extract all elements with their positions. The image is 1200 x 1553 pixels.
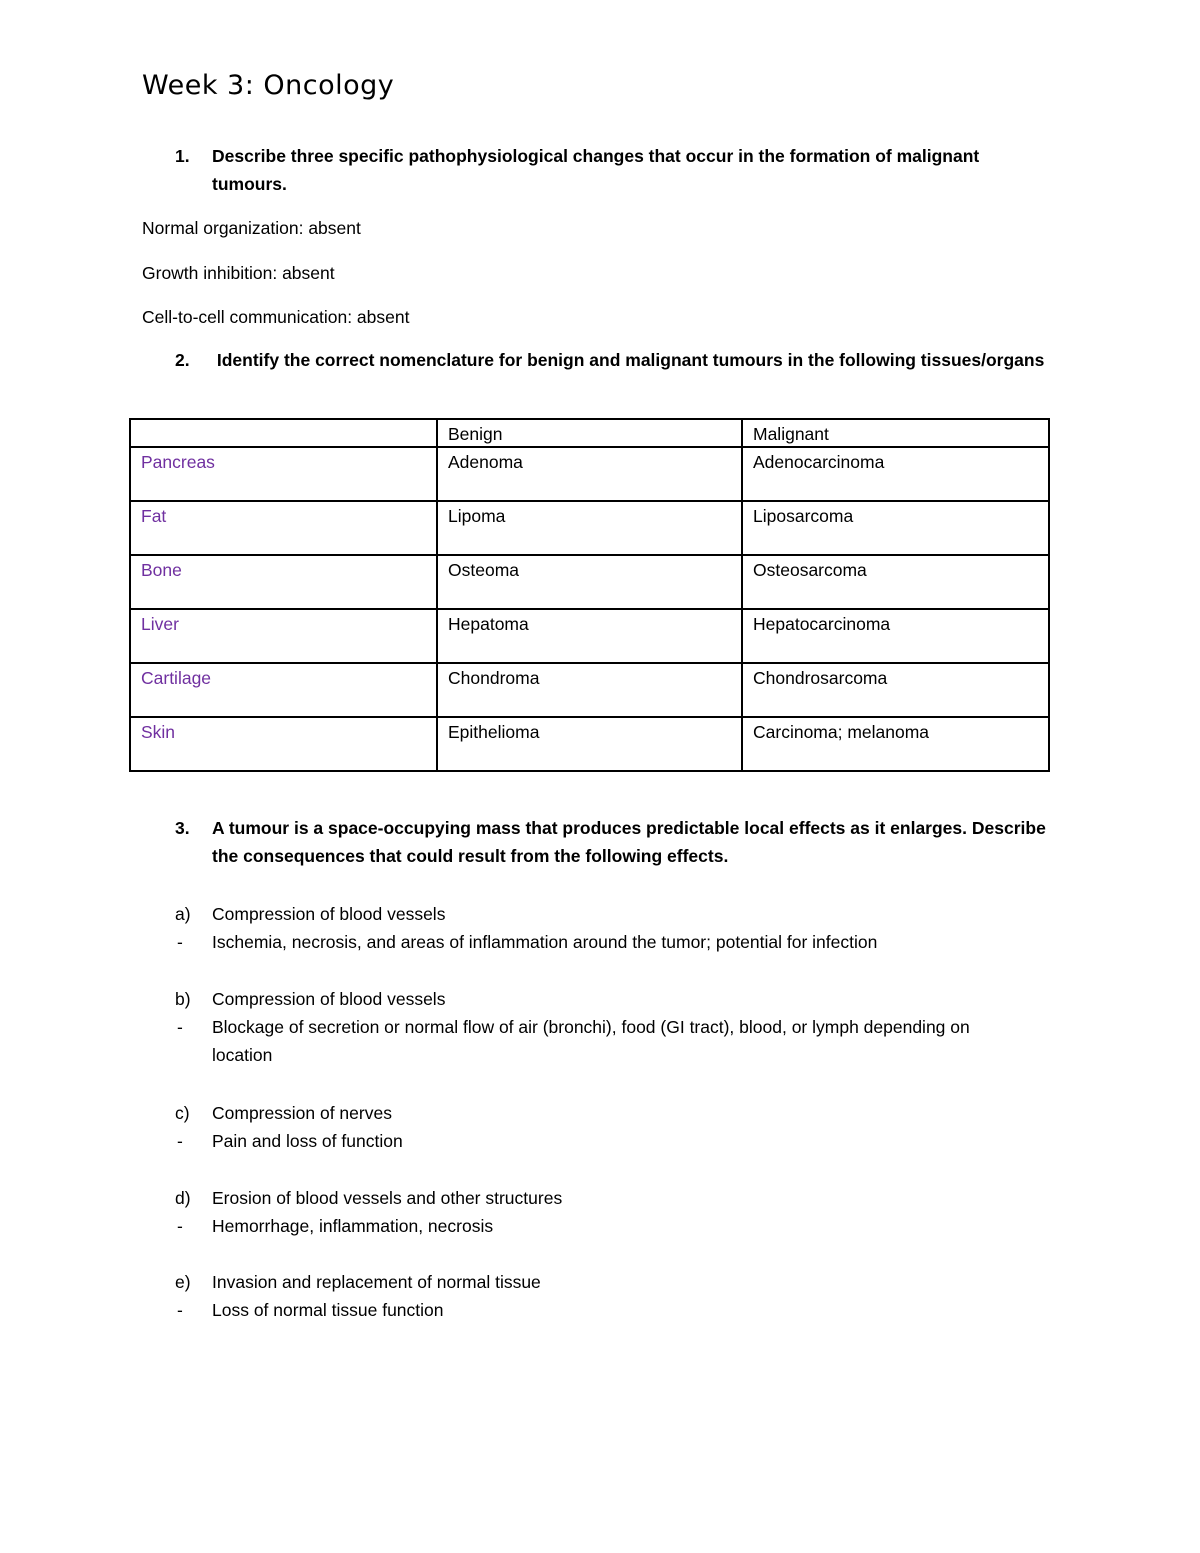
consequence-text: Blockage of secretion or normal flow of air (bronchi), food (GI tract), blood, or lymph depending on location	[212, 1017, 970, 1065]
effect-label: d)	[175, 1188, 191, 1208]
table-header-row	[130, 419, 1049, 447]
effect-item-d	[175, 1184, 1075, 1212]
tissue-cell: Bone	[130, 555, 437, 609]
tissue-cell: Skin	[130, 717, 437, 771]
question-3	[175, 814, 1055, 870]
table-header-malignant: Malignant	[742, 419, 1049, 447]
effect-text: Compression of nerves	[212, 1103, 392, 1123]
q1-answer-2: Growth inhibition: absent	[142, 263, 335, 283]
effect-label: c)	[175, 1103, 190, 1123]
consequence-item-a	[175, 928, 1075, 956]
effect-item-c	[175, 1099, 1075, 1127]
table-row	[130, 609, 1049, 663]
malignant-cell: Hepatocarcinoma	[742, 609, 1049, 663]
consequence-text: Loss of normal tissue function	[212, 1300, 444, 1320]
table-row	[130, 555, 1049, 609]
dash-bullet: -	[177, 1017, 183, 1037]
effect-label: a)	[175, 904, 191, 924]
benign-cell: Osteoma	[437, 555, 742, 609]
benign-cell: Adenoma	[437, 447, 742, 501]
nomenclature-table	[129, 418, 1050, 772]
tissue-cell: Pancreas	[130, 447, 437, 501]
question-3-number: 3.	[175, 818, 190, 838]
question-3-text: A tumour is a space-occupying mass that produces predictable local effects as it enlarges. Describe the consequences that could result from the following effects.	[212, 818, 1046, 866]
tissue-cell: Cartilage	[130, 663, 437, 717]
benign-cell: Chondroma	[437, 663, 742, 717]
consequence-text: Pain and loss of function	[212, 1131, 403, 1151]
effect-label: b)	[175, 989, 191, 1009]
malignant-cell: Osteosarcoma	[742, 555, 1049, 609]
tissue-cell: Liver	[130, 609, 437, 663]
dash-bullet: -	[177, 1216, 183, 1236]
table-row	[130, 447, 1049, 501]
effect-item-b	[175, 985, 1075, 1013]
effect-text: Compression of blood vessels	[212, 989, 446, 1009]
benign-cell: Hepatoma	[437, 609, 742, 663]
question-2-text: Identify the correct nomenclature for benign and malignant tumours in the following tissues/organs	[212, 350, 1045, 370]
table-row	[130, 501, 1049, 555]
malignant-cell: Chondrosarcoma	[742, 663, 1049, 717]
consequence-text: Ischemia, necrosis, and areas of inflammation around the tumor; potential for infection	[212, 932, 878, 952]
question-2	[175, 346, 1055, 374]
malignant-cell: Adenocarcinoma	[742, 447, 1049, 501]
question-1-text: Describe three specific pathophysiological changes that occur in the formation of malignant tumours.	[212, 146, 980, 194]
dash-bullet: -	[177, 1300, 183, 1320]
consequence-item-b	[175, 1013, 1025, 1069]
q1-answer-1: Normal organization: absent	[142, 218, 361, 238]
malignant-cell: Carcinoma; melanoma	[742, 717, 1049, 771]
malignant-cell: Liposarcoma	[742, 501, 1049, 555]
question-1-number: 1.	[175, 146, 190, 166]
table-header-empty	[130, 419, 437, 447]
consequence-item-c	[175, 1127, 1075, 1155]
consequence-item-e	[175, 1296, 1075, 1324]
effect-text: Erosion of blood vessels and other structures	[212, 1188, 563, 1208]
effect-item-e	[175, 1268, 1075, 1296]
benign-cell: Lipoma	[437, 501, 742, 555]
effect-item-a	[175, 900, 1075, 928]
q1-answer-3: Cell-to-cell communication: absent	[142, 307, 410, 327]
table-header-benign: Benign	[437, 419, 742, 447]
question-2-number: 2.	[175, 350, 190, 370]
dash-bullet: -	[177, 932, 183, 952]
consequence-text: Hemorrhage, inflammation, necrosis	[212, 1216, 494, 1236]
question-1	[175, 142, 1055, 198]
dash-bullet: -	[177, 1131, 183, 1151]
tissue-cell: Fat	[130, 501, 437, 555]
table-row	[130, 717, 1049, 771]
effect-text: Compression of blood vessels	[212, 904, 446, 924]
benign-cell: Epithelioma	[437, 717, 742, 771]
effect-text: Invasion and replacement of normal tissue	[212, 1272, 541, 1292]
consequence-item-d	[175, 1212, 1075, 1240]
page-title: Week 3: Oncology	[142, 70, 395, 101]
effect-label: e)	[175, 1272, 191, 1292]
table-row	[130, 663, 1049, 717]
